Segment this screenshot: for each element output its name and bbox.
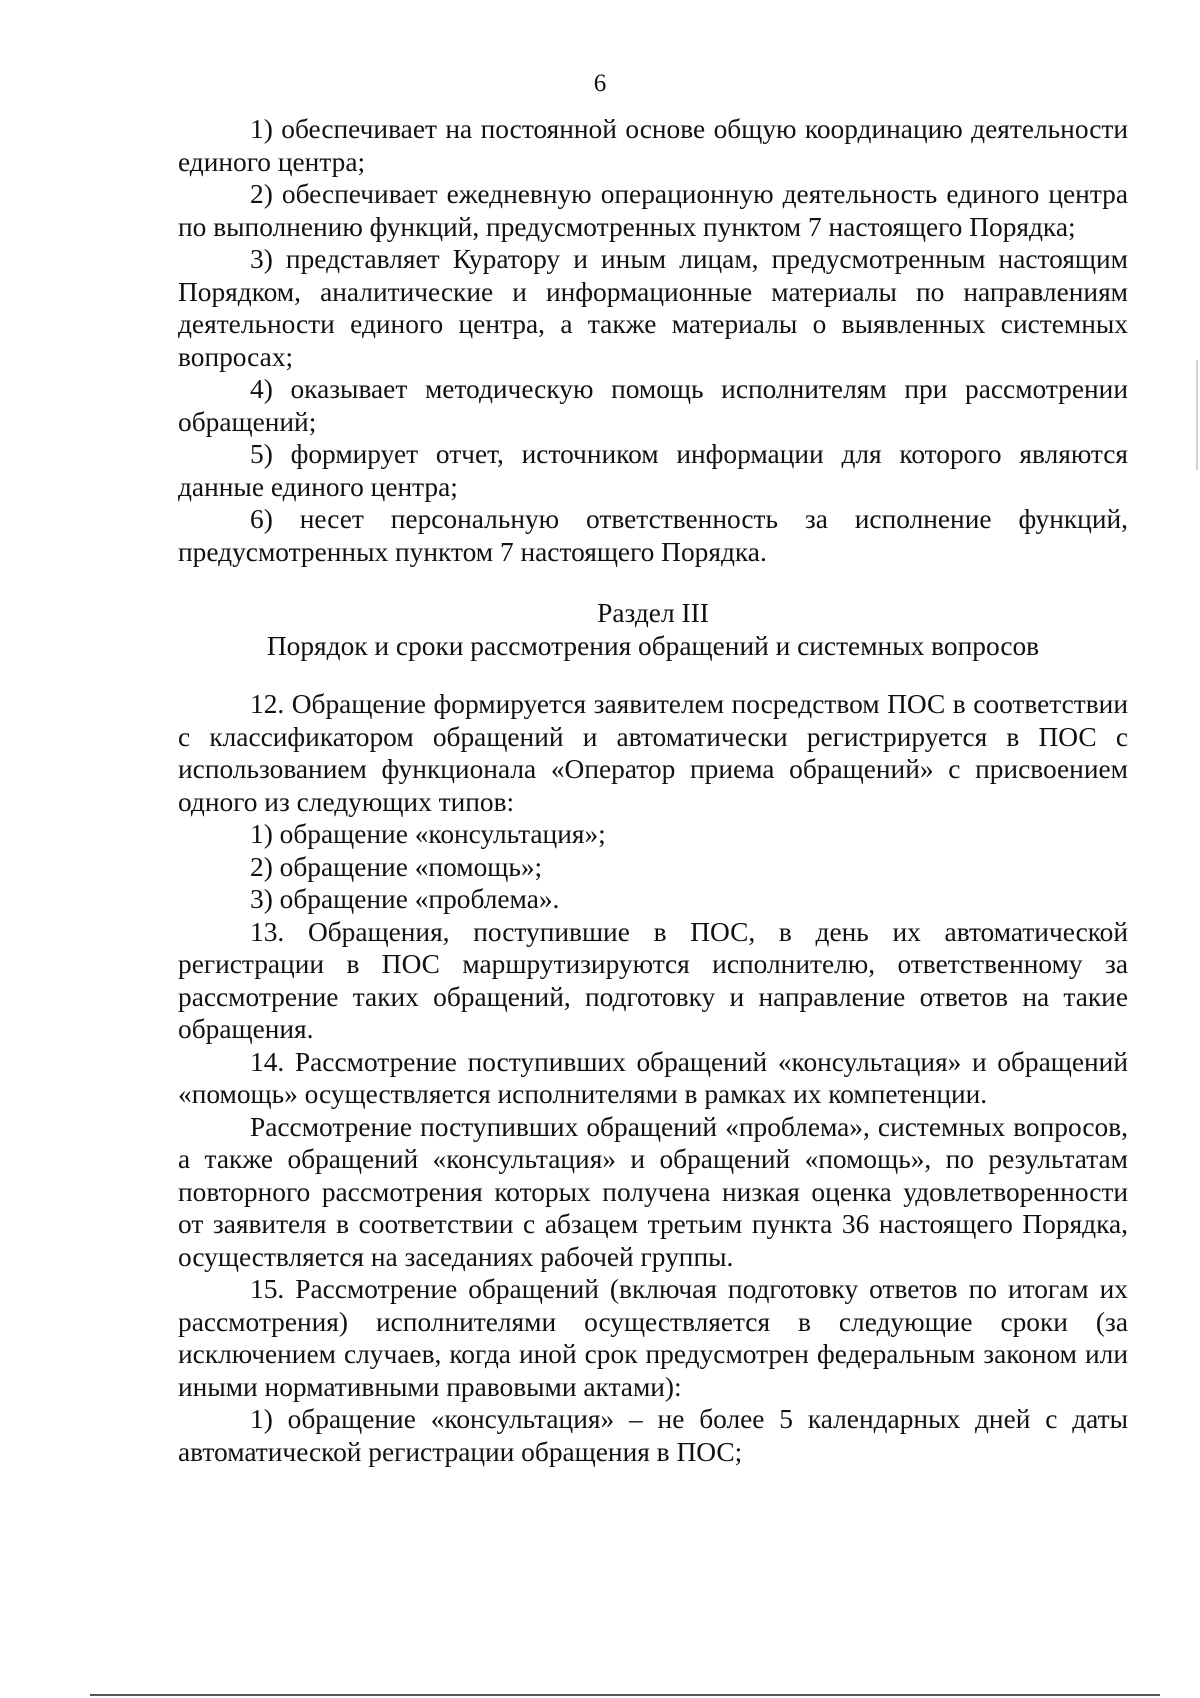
paragraph-item-3: 3) представляет Куратору и иным лицам, предусмотренным настоящим Порядком, аналитические и информационные материалы по направлениям деятельности единого центра, а также материалы о выявленных системных вопросах; bbox=[178, 244, 1128, 372]
section-title: Порядок и сроки рассмотрения обращений и системных вопросов bbox=[266, 630, 1040, 661]
paragraph-12: 12. Обращение формируется заявителем посредством ПОС в соответствии с классификатором обращений и автоматически регистрируется в ПОС с использованием функционала «Оператор приема обращений» с присвоением одного из следующих типов: bbox=[178, 689, 1128, 817]
paragraph-item-4: 4) оказывает методическую помощь исполнителям при рассмотрении обращений; bbox=[178, 374, 1128, 437]
paragraph-12-type-1: 1) обращение «консультация»; bbox=[250, 819, 606, 849]
document-body bbox=[178, 113, 1128, 1468]
page-bottom-rule bbox=[90, 1694, 1160, 1696]
paragraph-12-type-2: 2) обращение «помощь»; bbox=[250, 851, 543, 882]
paragraph-item-5: 5) формирует отчет, источником информации для которого являются данные единого центра; bbox=[178, 439, 1128, 502]
paragraph-item-6: 6) несет персональную ответственность за исполнение функций, предусмотренных пунктом 7 настоящего Порядка. bbox=[178, 504, 1128, 567]
paragraph-15-item-1: 1) обращение «консультация» – не более 5 календарных дней с даты автоматической регистрации обращения в ПОС; bbox=[178, 1404, 1128, 1467]
paragraph-item-1: 1) обеспечивает на постоянной основе общую координацию деятельности единого центра; bbox=[178, 114, 1128, 177]
paragraph-14-continued: Рассмотрение поступивших обращений «проблема», системных вопросов, а также обращений «консультация» и обращений «помощь», по результатам повторного рассмотрения которых получена низкая оценка удовлетворенности от заявителя в соответствии с абзацем третьим пункта 36 настоящего Порядка, осуществляется на заседаниях рабочей группы. bbox=[178, 1111, 1128, 1272]
paragraph-12-type-3: 3) обращение «проблема». bbox=[250, 884, 560, 914]
page-number: 6 bbox=[593, 70, 607, 97]
paragraph-item-2: 2) обеспечивает ежедневную операционную деятельность единого центра по выполнению функций, предусмотренных пунктом 7 настоящего Порядка; bbox=[178, 179, 1128, 242]
scan-edge-mark bbox=[1196, 360, 1198, 470]
section-heading: Раздел III bbox=[597, 598, 709, 628]
paragraph-15: 15. Рассмотрение обращений (включая подготовку ответов по итогам их рассмотрения) исполнителями осуществляется в следующие сроки (за исключением случаев, когда иной срок предусмотрен федеральным законом или иными нормативными правовыми актами): bbox=[178, 1274, 1128, 1402]
paragraph-14: 14. Рассмотрение поступивших обращений «консультация» и обращений «помощь» осуществляется исполнителями в рамках их компетенции. bbox=[178, 1046, 1128, 1109]
paragraph-13: 13. Обращения, поступившие в ПОС, в день их автоматической регистрации в ПОС маршрутизируются исполнителю, ответственному за рассмотрение таких обращений, подготовку и направление ответов на такие обращения. bbox=[178, 916, 1128, 1044]
